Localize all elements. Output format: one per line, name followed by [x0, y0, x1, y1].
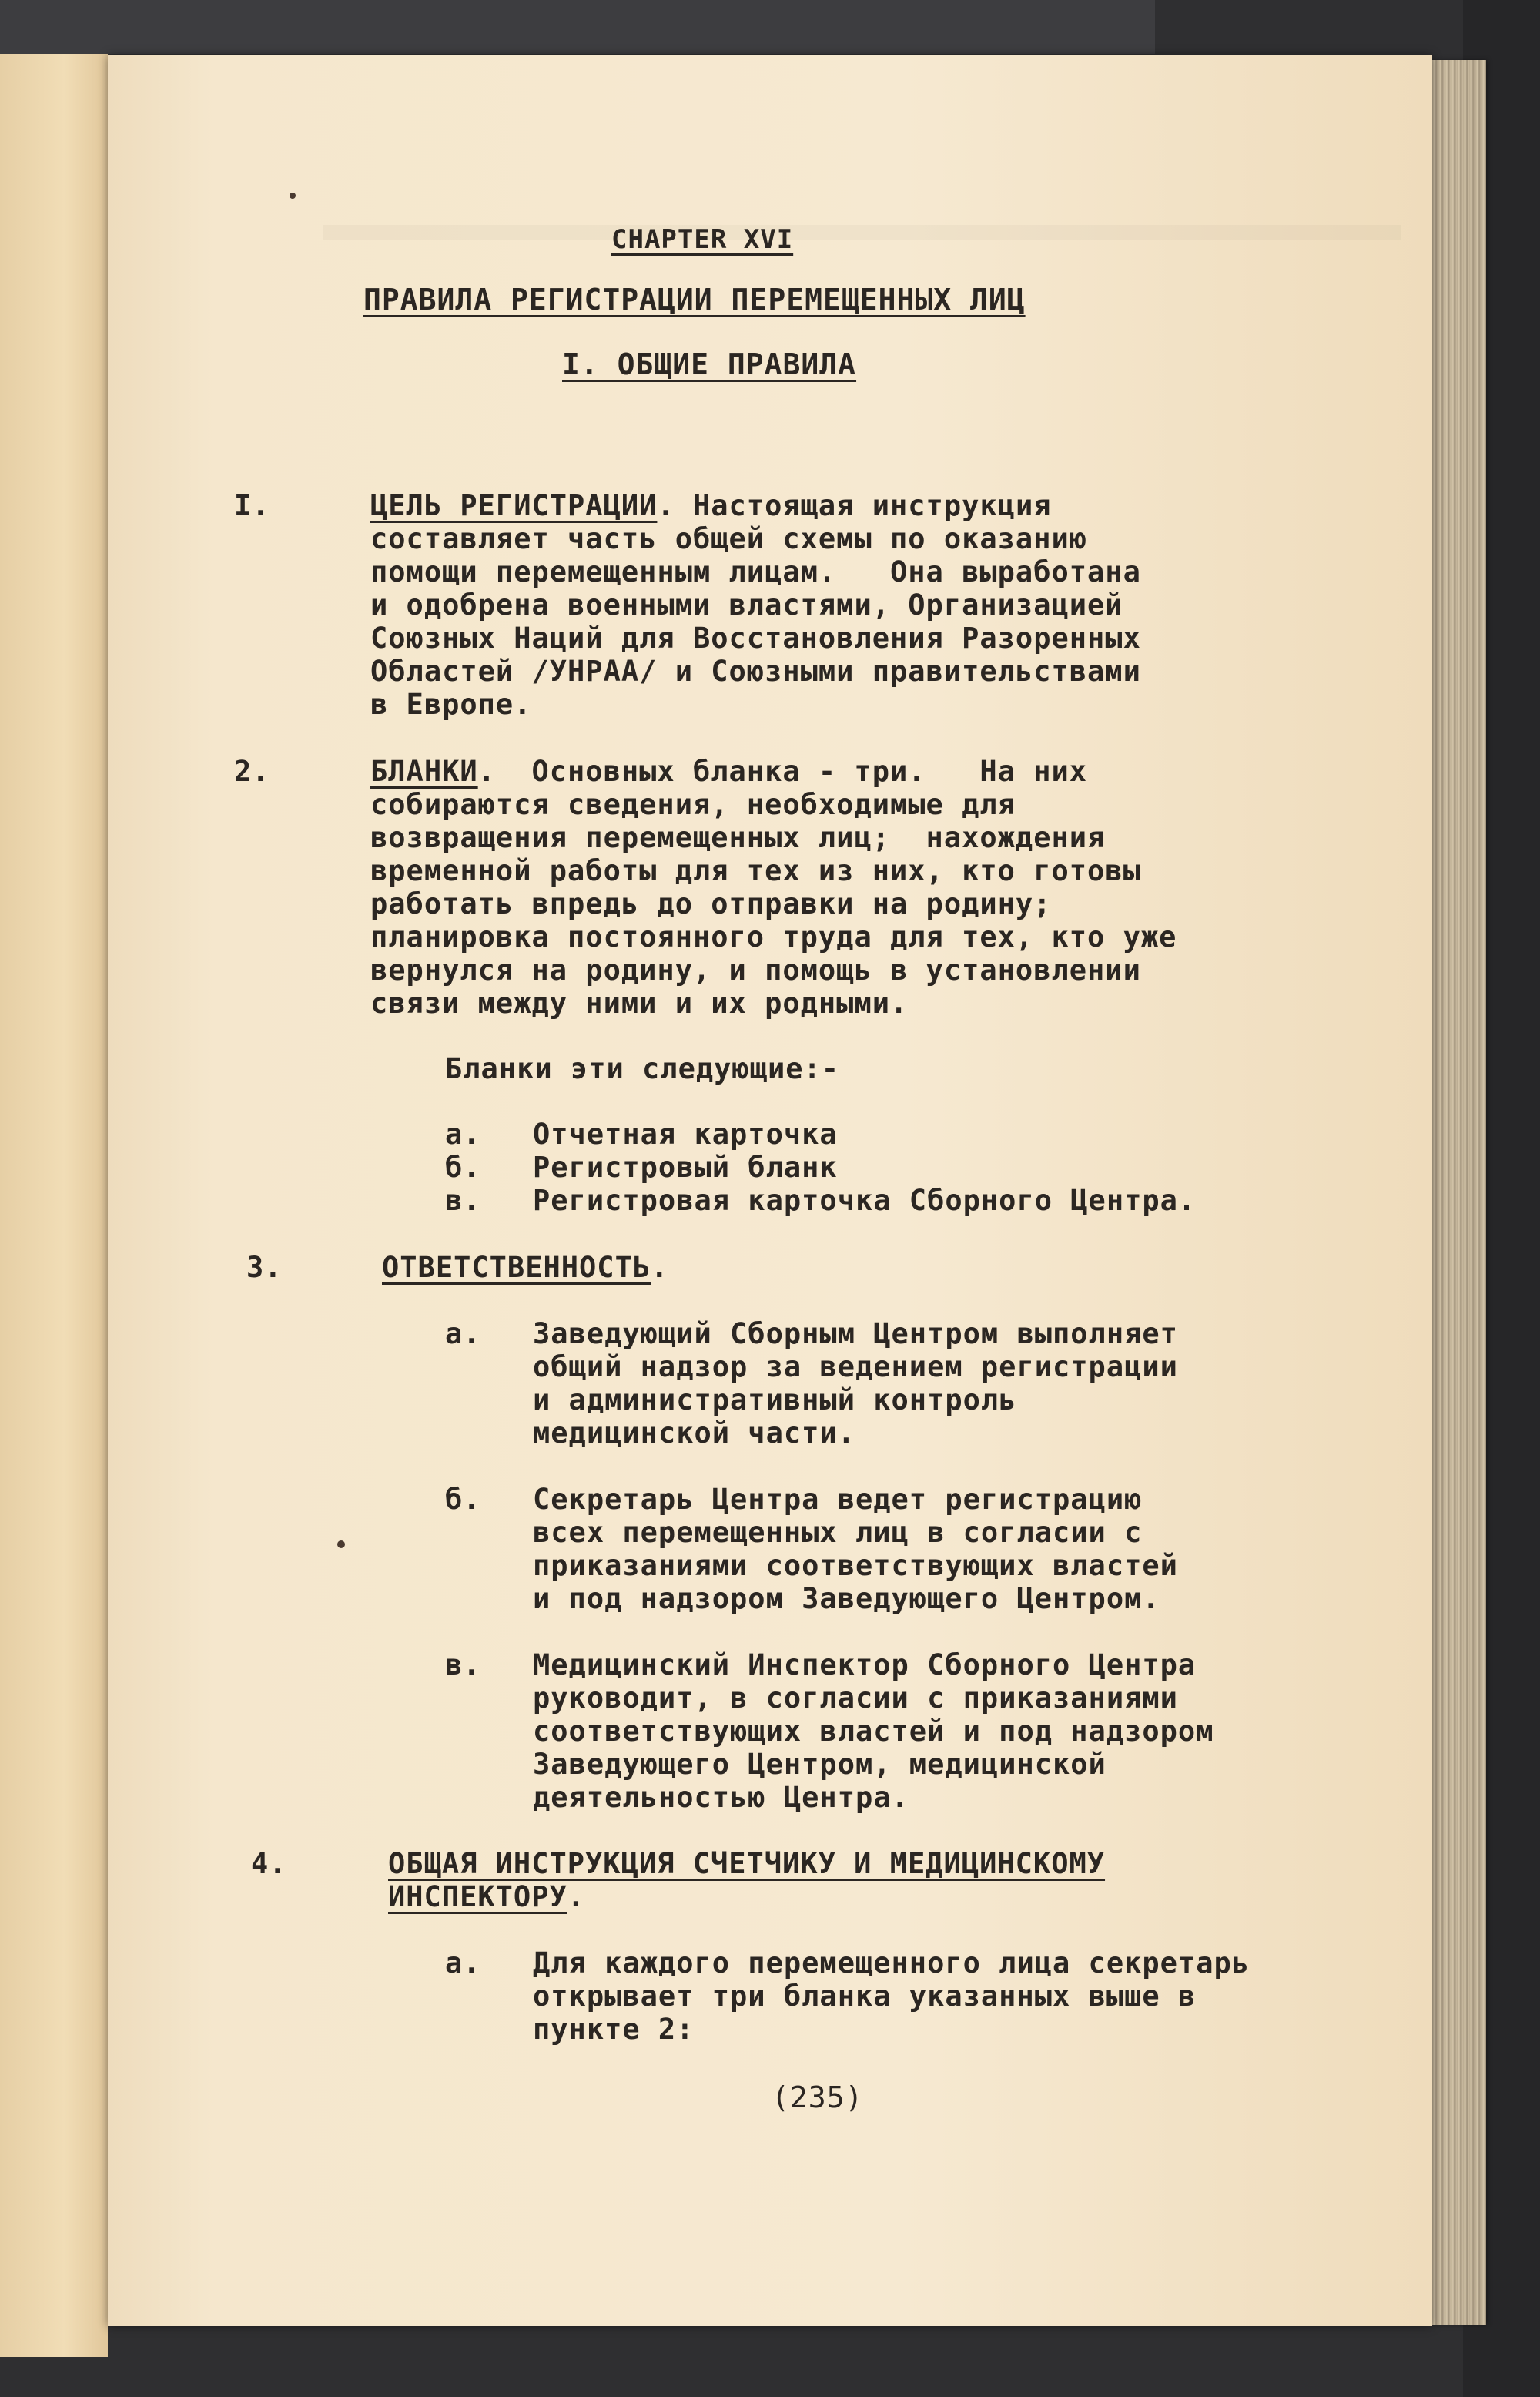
paragraph-line: пункте 2:: [533, 2013, 695, 2046]
list-letter: а.: [445, 1118, 481, 1151]
item-heading: ЦЕЛЬ РЕГИСТРАЦИИ: [370, 489, 658, 522]
item-heading-line: [388, 1847, 1105, 1880]
paragraph-line: планировка постоянного труда для тех, кто уже: [370, 920, 1177, 954]
ink-speck: [290, 193, 296, 199]
list-letter: а.: [445, 1317, 481, 1350]
item-number: 3.: [246, 1251, 283, 1284]
paragraph-line: и одобрена военными властями, Организацией: [370, 588, 1123, 622]
paragraph-line: собираются сведения, необходимые для: [370, 788, 1016, 821]
list-letter: б.: [445, 1151, 481, 1184]
facing-page-edge: [0, 54, 108, 2357]
paragraph-line: всех перемещенных лиц в согласии с: [533, 1516, 1143, 1549]
list-intro: Бланки эти следующие:-: [445, 1052, 840, 1085]
paragraph-line: Секретарь Центра ведет регистрацию: [533, 1483, 1143, 1516]
item-heading-line: ИНСПЕКТОРУ.: [388, 1880, 586, 1913]
scan-background-top: [0, 0, 1155, 54]
paragraph-line: Заведующий Сборным Центром выполняет: [533, 1317, 1178, 1350]
document-page: [108, 55, 1432, 2326]
paragraph-line: ЦЕЛЬ РЕГИСТРАЦИИ. Настоящая инструкция: [370, 489, 1052, 522]
paragraph-line: соответствующих властей и под надзором: [533, 1715, 1214, 1748]
paragraph-line: вернулся на родину, и помощь в установлении: [370, 954, 1141, 987]
list-item-text: Регистровая карточка Сборного Центра.: [533, 1184, 1197, 1217]
paragraph-line: временной работы для тех из них, кто готовы: [370, 854, 1141, 887]
paragraph-line: и под надзором Заведующего Центром.: [533, 1582, 1160, 1615]
item-number: 4.: [251, 1847, 287, 1880]
typed-document: [108, 55, 1432, 2326]
list-letter: в.: [445, 1184, 481, 1217]
paragraph-line: БЛАНКИ. Основных бланка - три. На них: [370, 755, 1088, 788]
paragraph-line: в Европе.: [370, 688, 532, 721]
paragraph-line: работать впредь до отправки на родину;: [370, 887, 1052, 920]
paragraph-line: приказаниями соответствующих властей: [533, 1549, 1178, 1582]
paragraph-line: медицинской части.: [533, 1416, 855, 1450]
paragraph-line: возвращения перемещенных лиц; нахождения: [370, 821, 1106, 854]
book-page-edges: [1432, 60, 1486, 2325]
paragraph-line: общий надзор за ведением регистрации: [533, 1350, 1178, 1383]
paragraph-line: руководит, в согласии с приказаниями: [533, 1681, 1178, 1715]
paragraph-line: и административный контроль: [533, 1383, 1017, 1416]
paragraph-line: деятельностью Центра.: [533, 1781, 909, 1814]
list-letter: а.: [445, 1946, 481, 1980]
item-heading: ОБЩАЯ ИНСТРУКЦИЯ СЧЕТЧИКУ И МЕДИЦИНСКОМУ: [388, 1847, 1106, 1880]
item-heading: ИНСПЕКТОРУ: [388, 1880, 567, 1913]
paragraph-line: открывает три бланка указанных выше в: [533, 1980, 1197, 2013]
paragraph-line: Заведующего Центром, медицинской: [533, 1748, 1106, 1781]
list-letter: б.: [445, 1483, 481, 1516]
paragraph-line: Областей /УНРАА/ и Союзными правительствами: [370, 655, 1141, 688]
list-letter: в.: [445, 1648, 481, 1681]
paragraph-line: связи между ними и их родными.: [370, 987, 909, 1020]
item-number: I.: [234, 489, 270, 522]
item-heading: БЛАНКИ: [370, 755, 478, 788]
item-heading-line: ОТВЕТСТВЕННОСТЬ.: [382, 1251, 669, 1284]
paragraph-line: Медицинский Инспектор Сборного Центра: [533, 1648, 1197, 1681]
paragraph-line: Для каждого перемещенного лица секретарь: [533, 1946, 1250, 1980]
ink-speck: [337, 1540, 345, 1548]
section-heading: I. ОБЩИЕ ПРАВИЛА: [562, 347, 857, 381]
paragraph-line: Союзных Наций для Восстановления Разоренных: [370, 622, 1141, 655]
list-item-text: Отчетная карточка: [533, 1118, 838, 1151]
list-item-text: Регистровый бланк: [533, 1151, 838, 1184]
chapter-label: CHAPTER XVI: [611, 224, 794, 255]
page-title: ПРАВИЛА РЕГИСТРАЦИИ ПЕРЕМЕЩЕННЫХ ЛИЦ: [363, 283, 1026, 317]
paragraph-line: составляет часть общей схемы по оказанию: [370, 522, 1088, 555]
item-heading: ОТВЕТСТВЕННОСТЬ: [382, 1251, 651, 1284]
item-number: 2.: [234, 755, 270, 788]
paragraph-line: помощи перемещенным лицам. Она выработана: [370, 555, 1141, 588]
page-number: (235): [772, 2080, 864, 2114]
